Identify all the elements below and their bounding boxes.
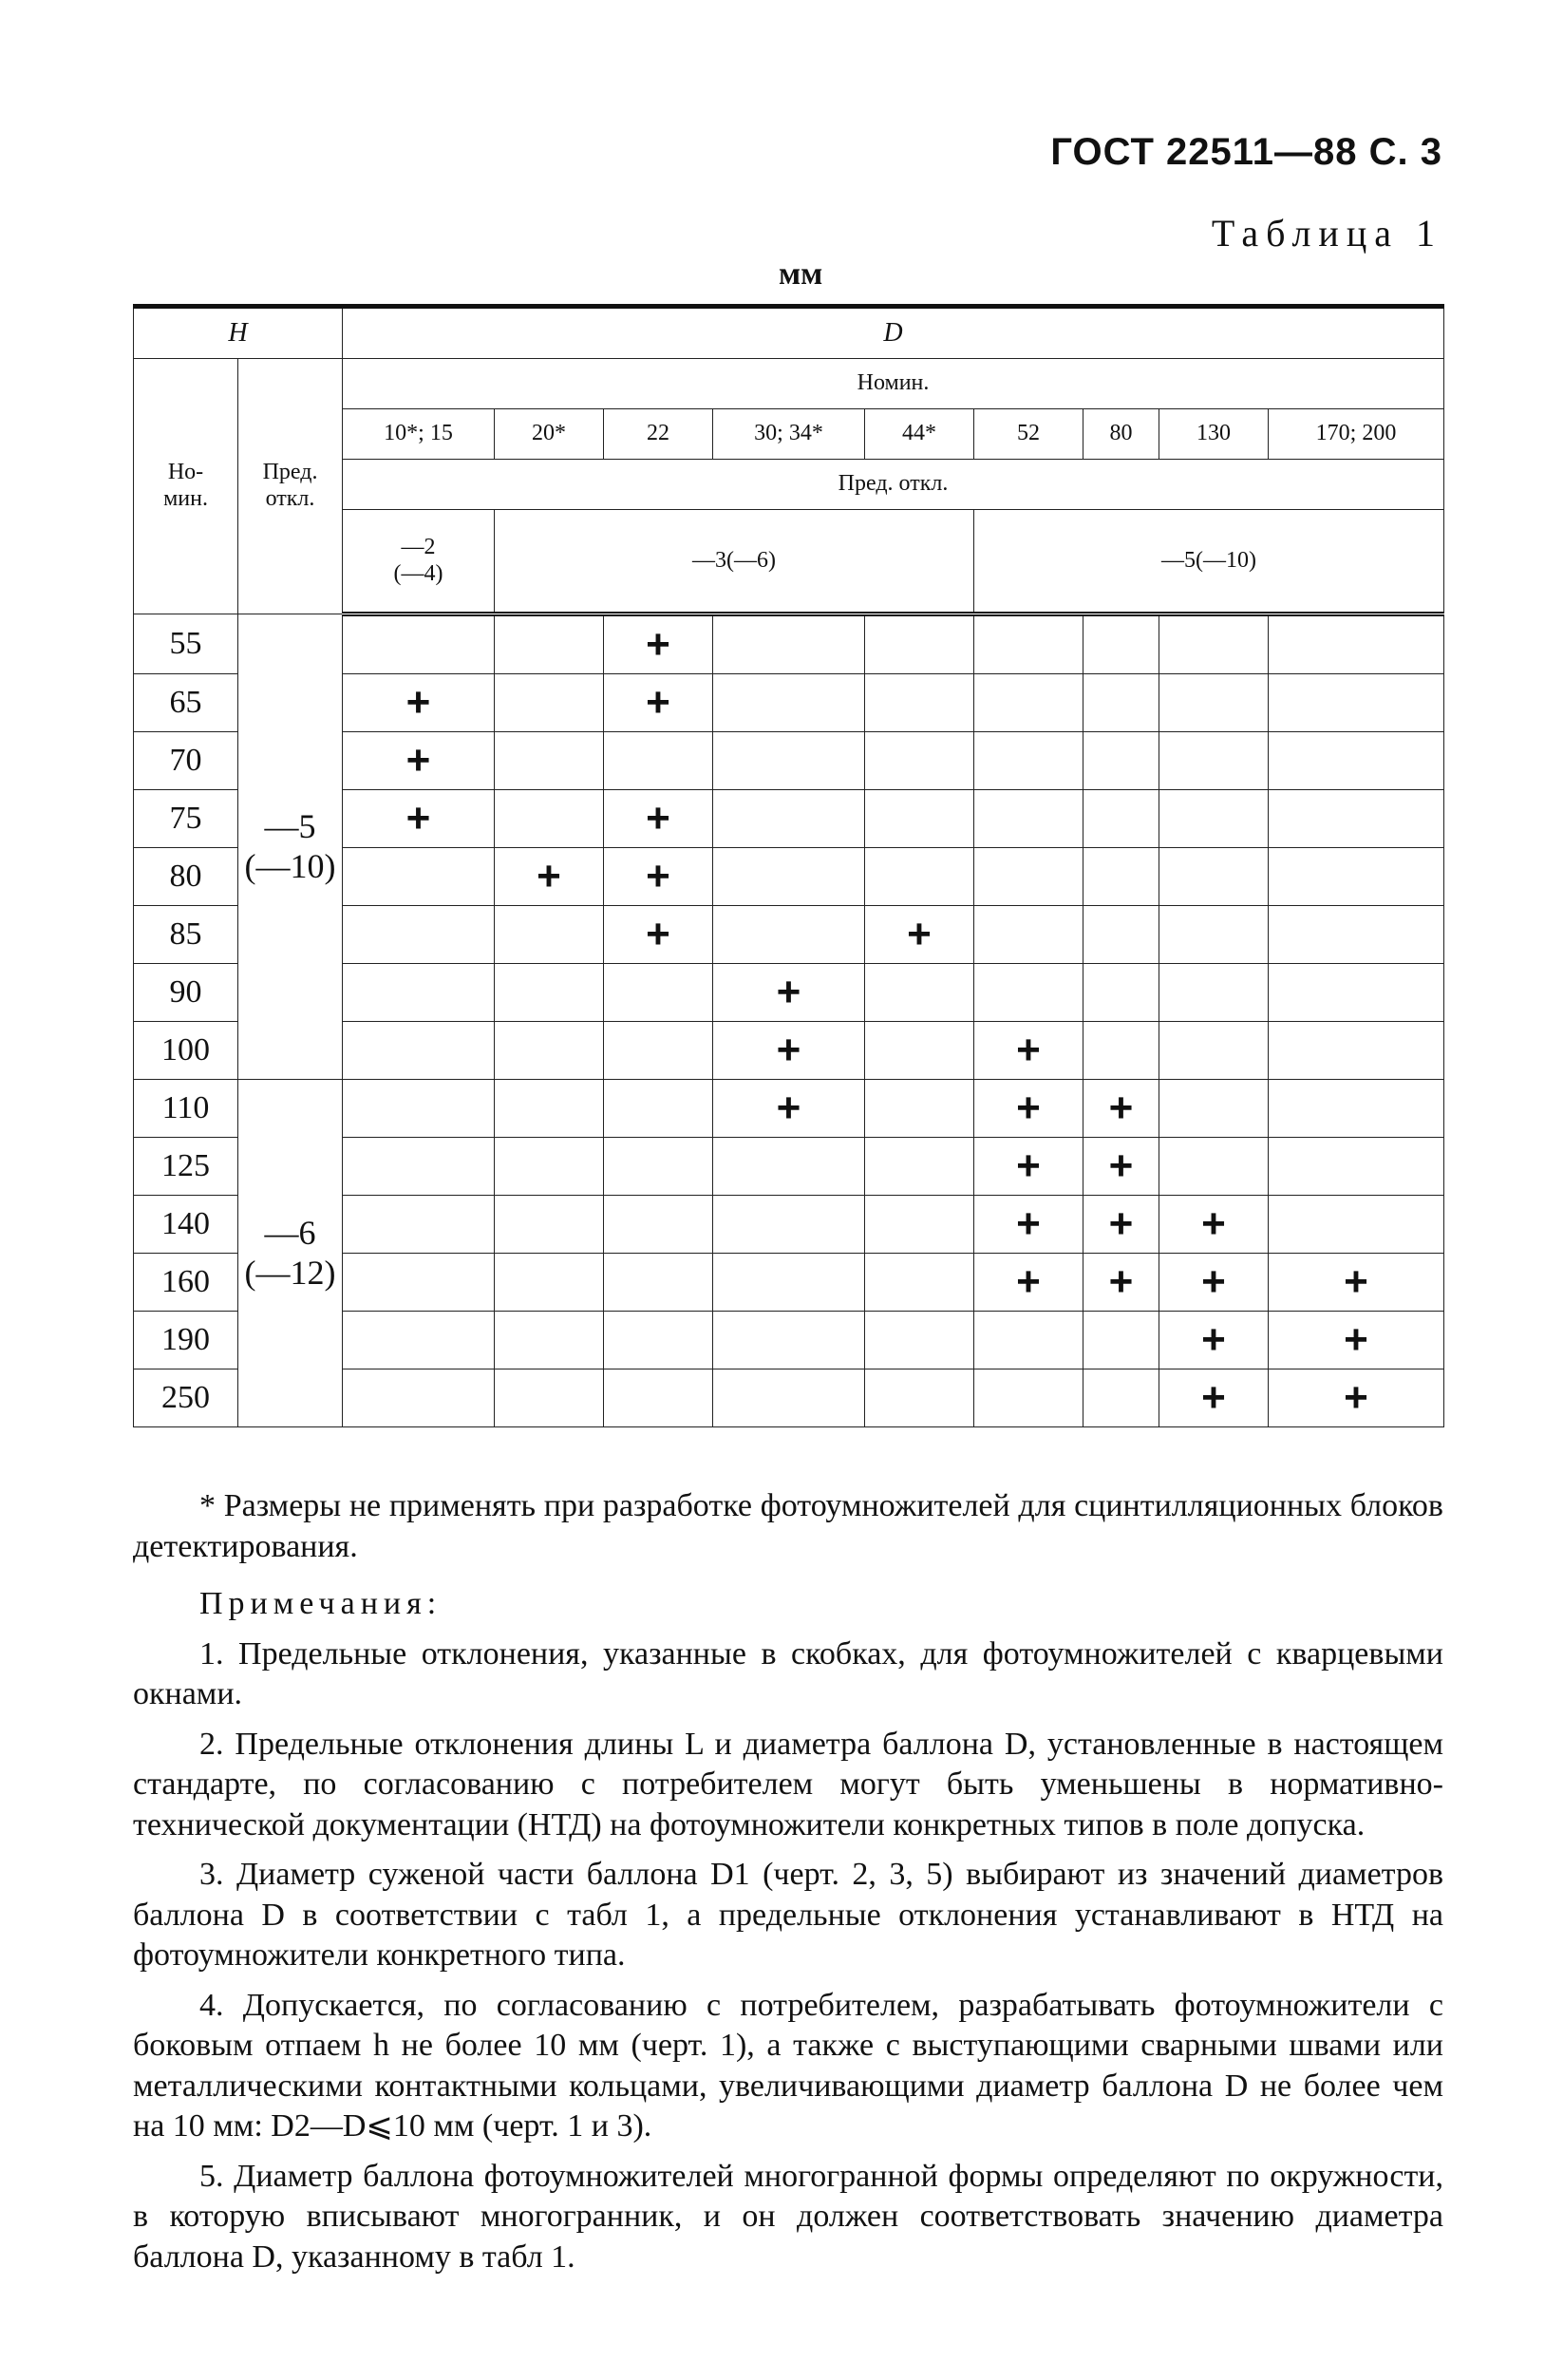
mark-cell [1269, 614, 1444, 674]
mark-cell [343, 964, 495, 1022]
mark-cell [343, 1196, 495, 1254]
mark-cell [865, 1312, 974, 1369]
mark-cell [343, 906, 495, 964]
mark-cell [865, 614, 974, 674]
mark-cell [1083, 674, 1159, 732]
mark-cell [713, 1196, 865, 1254]
mark-cell: + [1159, 1254, 1269, 1312]
table-row [134, 1080, 1444, 1138]
mark-cell [974, 790, 1083, 848]
mark-cell: + [604, 848, 713, 906]
mark-cell [604, 1022, 713, 1080]
note-1: 1. Предельные отклонения, указанные в скобках, для фотоумножителей с кварцевыми окнами. [133, 1635, 1443, 1711]
notes-section [133, 1486, 1443, 2287]
mark-cell [713, 1138, 865, 1196]
mark-cell [1083, 906, 1159, 964]
h-nominal-cell: 125 [134, 1138, 238, 1196]
notes-title: Примечания: [199, 1586, 443, 1621]
h-nominal-header: Но- мин. [134, 359, 238, 614]
h-nominal-cell: 85 [134, 906, 238, 964]
note-3: 3. Диаметр суженой части баллона D1 (черт. 2, 3, 5) выбирают из значений диаметров баллона D в соответствии с табл 1, а предельные отклонения устанавливают в НТД на фотоумножители конкретного типа. [133, 1857, 1443, 1973]
mark-cell [1269, 848, 1444, 906]
mark-cell: + [604, 674, 713, 732]
h-deviation-header: Пред. откл. [238, 359, 343, 614]
mark-cell [713, 906, 865, 964]
mark-cell [865, 732, 974, 790]
mark-cell [1269, 1080, 1444, 1138]
mark-cell [865, 1196, 974, 1254]
d-deviation-group-2: —3(—6) [495, 510, 974, 614]
mark-cell [604, 1080, 713, 1138]
mark-cell [865, 1254, 974, 1312]
mark-cell [604, 1138, 713, 1196]
dimensions-table [133, 304, 1444, 1427]
h-nominal-cell: 110 [134, 1080, 238, 1138]
mark-cell [495, 674, 604, 732]
d-column-header: 30; 34* [713, 409, 865, 460]
mark-cell: + [974, 1254, 1083, 1312]
mark-cell [1159, 732, 1269, 790]
mark-cell [1159, 964, 1269, 1022]
mark-cell [865, 790, 974, 848]
footnote: * Размеры не применять при разработке фотоумножителей для сцинтилляционных блоков детектирования. [133, 1488, 1443, 1564]
h-header: H [134, 307, 343, 359]
mark-cell: + [1269, 1369, 1444, 1427]
mark-cell: + [343, 732, 495, 790]
mark-cell [495, 1254, 604, 1312]
mark-cell: + [1083, 1254, 1159, 1312]
mark-cell: + [974, 1138, 1083, 1196]
mark-cell [865, 964, 974, 1022]
mark-cell [343, 614, 495, 674]
mark-cell [1159, 1080, 1269, 1138]
d-nominal-header: Номин. [343, 359, 1444, 409]
table-row [134, 614, 1444, 674]
mark-cell [1083, 790, 1159, 848]
mark-cell [1159, 790, 1269, 848]
mark-cell [865, 1022, 974, 1080]
mark-cell [1083, 1022, 1159, 1080]
mark-cell [495, 790, 604, 848]
mark-cell: + [343, 674, 495, 732]
d-column-header: 20* [495, 409, 604, 460]
mark-cell [604, 1196, 713, 1254]
mark-cell: + [1159, 1196, 1269, 1254]
h-nominal-cell: 55 [134, 614, 238, 674]
d-deviation-header: Пред. откл. [343, 460, 1444, 510]
mark-cell [1269, 964, 1444, 1022]
mark-cell [343, 1312, 495, 1369]
mark-cell: + [1269, 1254, 1444, 1312]
mark-cell [343, 848, 495, 906]
mark-cell: + [1083, 1080, 1159, 1138]
mark-cell [713, 614, 865, 674]
mark-cell [1159, 1138, 1269, 1196]
mark-cell [1269, 790, 1444, 848]
d-deviation-group-3: —5(—10) [974, 510, 1444, 614]
mark-cell [1083, 964, 1159, 1022]
d-column-header: 170; 200 [1269, 409, 1444, 460]
mark-cell [604, 1369, 713, 1427]
mark-cell [713, 848, 865, 906]
mark-cell [974, 614, 1083, 674]
mark-cell: + [1159, 1312, 1269, 1369]
mark-cell [974, 906, 1083, 964]
mark-cell [1159, 906, 1269, 964]
note-2: 2. Предельные отклонения длины L и диаметра баллона D, установленные в настоящем стандарте, по согласованию с потребителем могут быть уменьшены в нормативно-технической документации (НТД) на фотоумножители конкретных типов в поле допуска. [133, 1726, 1443, 1842]
note-5: 5. Диаметр баллона фотоумножителей многогранной формы определяют по окружности, в которую вписывают многогранник, и он должен соответствовать значению диаметра баллона D, указанному в табл 1. [133, 2158, 1443, 2275]
d-column-header: 52 [974, 409, 1083, 460]
mark-cell: + [713, 1022, 865, 1080]
table-label: Таблица 1 [1211, 212, 1442, 255]
mark-cell: + [713, 1080, 865, 1138]
mark-cell [1159, 674, 1269, 732]
d-deviation-group-1: —2 (—4) [343, 510, 495, 614]
h-deviation-group-2: —6 (—12) [238, 1080, 343, 1427]
mark-cell [604, 1254, 713, 1312]
mark-cell [604, 1312, 713, 1369]
mark-cell [1083, 848, 1159, 906]
mark-cell: + [974, 1080, 1083, 1138]
mark-cell [604, 964, 713, 1022]
h-nominal-cell: 250 [134, 1369, 238, 1427]
mark-cell [343, 1080, 495, 1138]
mark-cell [865, 1369, 974, 1427]
mark-cell [495, 1138, 604, 1196]
mark-cell [495, 614, 604, 674]
mark-cell [974, 848, 1083, 906]
mark-cell: + [1159, 1369, 1269, 1427]
mark-cell [495, 964, 604, 1022]
mark-cell [713, 1254, 865, 1312]
h-nominal-cell: 90 [134, 964, 238, 1022]
mark-cell: + [1083, 1138, 1159, 1196]
mark-cell [1269, 906, 1444, 964]
mark-cell [343, 1022, 495, 1080]
mark-cell [974, 1312, 1083, 1369]
mark-cell: + [604, 906, 713, 964]
mark-cell [343, 1369, 495, 1427]
mark-cell [974, 964, 1083, 1022]
h-nominal-cell: 75 [134, 790, 238, 848]
mark-cell [1083, 614, 1159, 674]
mark-cell: + [343, 790, 495, 848]
mark-cell [495, 1080, 604, 1138]
h-nominal-cell: 65 [134, 674, 238, 732]
h-nominal-cell: 140 [134, 1196, 238, 1254]
mark-cell [865, 674, 974, 732]
mark-cell [713, 1312, 865, 1369]
h-deviation-group-1: —5 (—10) [238, 614, 343, 1080]
unit-label: мм [779, 256, 823, 292]
mark-cell [1269, 1022, 1444, 1080]
mark-cell: + [1083, 1196, 1159, 1254]
mark-cell [495, 732, 604, 790]
mark-cell [974, 732, 1083, 790]
mark-cell [1159, 848, 1269, 906]
d-column-header: 130 [1159, 409, 1269, 460]
note-4: 4. Допускается, по согласованию с потребителем, разрабатывать фотоумножители с боковым отпаем h не более 10 мм (черт. 1), а также с выступающими сварными швами или металлическими контактными кольцами, увеличивающими диаметр баллона D не более чем на 10 мм: D2—D⩽10 мм (черт. 1 и 3). [133, 1987, 1443, 2144]
mark-cell [604, 732, 713, 790]
h-nominal-cell: 70 [134, 732, 238, 790]
mark-cell [1159, 1022, 1269, 1080]
mark-cell [343, 1138, 495, 1196]
mark-cell: + [865, 906, 974, 964]
mark-cell [1269, 1196, 1444, 1254]
mark-cell [713, 674, 865, 732]
mark-cell [495, 906, 604, 964]
mark-cell [495, 1196, 604, 1254]
document-header: ГОСТ 22511—88 С. 3 [1050, 131, 1442, 173]
d-column-header: 22 [604, 409, 713, 460]
h-nominal-cell: 190 [134, 1312, 238, 1369]
mark-cell [1269, 732, 1444, 790]
d-column-header: 10*; 15 [343, 409, 495, 460]
mark-cell [495, 1312, 604, 1369]
mark-cell [974, 1369, 1083, 1427]
mark-cell [713, 732, 865, 790]
mark-cell [1083, 1369, 1159, 1427]
mark-cell: + [974, 1022, 1083, 1080]
mark-cell [495, 1369, 604, 1427]
mark-cell [1083, 732, 1159, 790]
mark-cell: + [1269, 1312, 1444, 1369]
mark-cell [713, 1369, 865, 1427]
mark-cell [865, 848, 974, 906]
mark-cell [1083, 1312, 1159, 1369]
h-nominal-cell: 160 [134, 1254, 238, 1312]
mark-cell [974, 674, 1083, 732]
d-column-header: 44* [865, 409, 974, 460]
mark-cell: + [604, 790, 713, 848]
h-nominal-cell: 80 [134, 848, 238, 906]
mark-cell [1159, 614, 1269, 674]
mark-cell: + [713, 964, 865, 1022]
mark-cell [713, 790, 865, 848]
d-header: D [343, 307, 1444, 359]
mark-cell [1269, 674, 1444, 732]
mark-cell: + [974, 1196, 1083, 1254]
mark-cell: + [604, 614, 713, 674]
mark-cell [865, 1080, 974, 1138]
mark-cell [1269, 1138, 1444, 1196]
h-nominal-cell: 100 [134, 1022, 238, 1080]
mark-cell [865, 1138, 974, 1196]
d-column-header: 80 [1083, 409, 1159, 460]
mark-cell [343, 1254, 495, 1312]
mark-cell [495, 1022, 604, 1080]
mark-cell: + [495, 848, 604, 906]
